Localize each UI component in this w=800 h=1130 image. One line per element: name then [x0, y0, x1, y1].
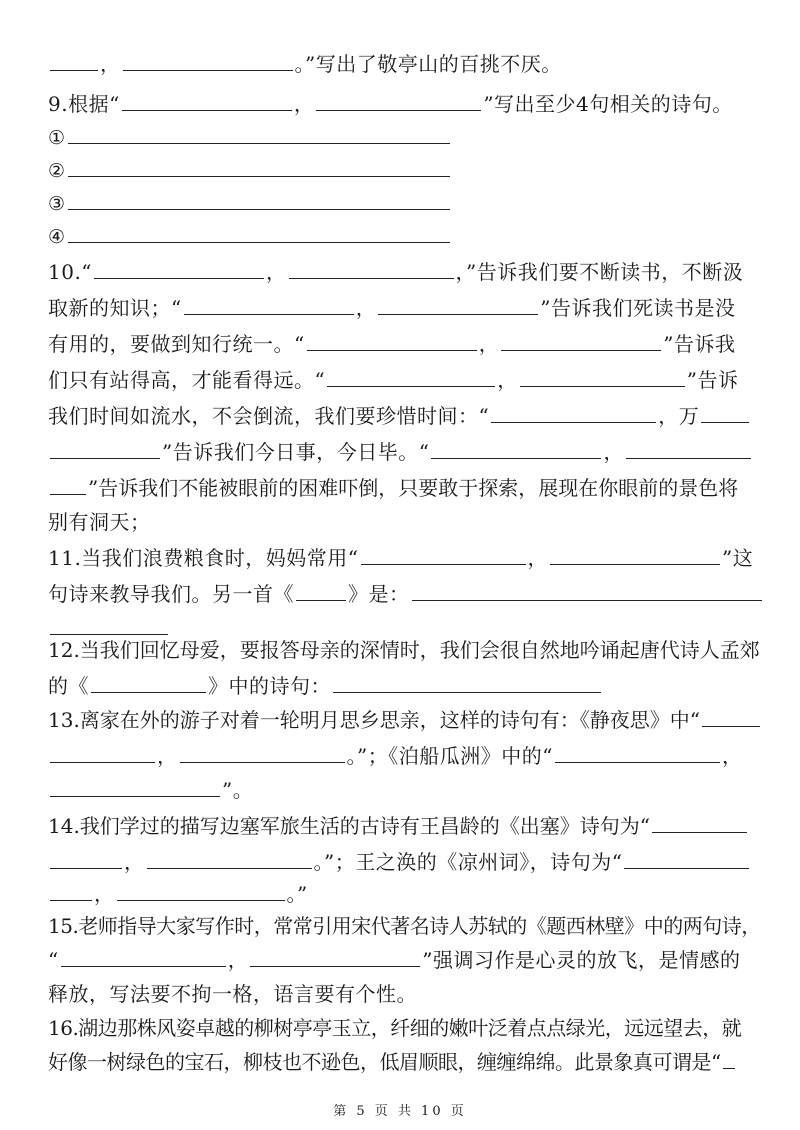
answer-blank[interactable]: [147, 850, 312, 869]
answer-blank[interactable]: [431, 440, 601, 459]
q13-sep: ，: [721, 744, 743, 768]
answer-blank[interactable]: [68, 125, 450, 144]
circle-3-marker: ③: [48, 193, 66, 215]
answer-blank[interactable]: [50, 616, 168, 635]
q10-text: ”告诉: [686, 368, 739, 392]
answer-blank[interactable]: [250, 948, 420, 967]
q14-line-2: [48, 848, 751, 876]
answer-blank[interactable]: [327, 368, 495, 387]
q11-line-1: [48, 544, 753, 572]
answer-blank[interactable]: [68, 224, 450, 243]
q13-sep: ，: [157, 744, 178, 768]
answer-blank[interactable]: [289, 260, 454, 279]
answer-blank[interactable]: [50, 476, 86, 495]
q10-line-6: [48, 438, 753, 466]
answer-blank[interactable]: [296, 582, 346, 601]
q10-sep: ，: [266, 260, 287, 284]
q10-line-4: [48, 366, 738, 394]
q15-line-2: [48, 946, 740, 974]
q14-text: 。”: [286, 882, 308, 906]
q9-line: [48, 90, 733, 118]
q15-line-1: [48, 912, 761, 940]
answer-blank[interactable]: [68, 158, 450, 177]
answer-blank[interactable]: [61, 948, 226, 967]
q10-text: 别有洞天；: [48, 510, 151, 534]
answer-blank[interactable]: [50, 882, 92, 901]
answer-blank[interactable]: [117, 882, 285, 901]
q14-sep: ，: [124, 850, 145, 874]
q8-tail: 。”写出了敬亭山的百挑不厌。: [294, 52, 562, 76]
q10-sep: ，: [603, 440, 624, 464]
answer-blank[interactable]: [626, 440, 751, 459]
q14-line-3: [48, 880, 308, 908]
q10-text: ，”告诉我们要不断读书，不断汲: [455, 260, 744, 284]
q10-line-8: [48, 508, 151, 536]
answer-blank[interactable]: [624, 850, 749, 869]
q15-text: ”强调习作是心灵的放飞，是情感的: [422, 948, 741, 972]
answer-blank[interactable]: [723, 1050, 735, 1069]
answer-blank[interactable]: [184, 296, 354, 315]
answer-blank[interactable]: [50, 744, 155, 763]
q11-sep: ，: [527, 546, 549, 570]
q13-text: 。”；《泊船瓜洲》中的“: [346, 744, 553, 768]
q10-text: 们只有站得高，才能看得远。“: [48, 368, 326, 392]
circle-4-marker: ④: [48, 226, 66, 248]
answer-blank[interactable]: [50, 778, 220, 797]
q13-line-2: [48, 742, 742, 770]
q15-text: “: [48, 948, 59, 972]
answer-blank[interactable]: [50, 440, 160, 459]
q14-text: 。”；王之涣的《凉州词》，诗句为“: [313, 850, 623, 874]
q10-line-1: [48, 258, 743, 286]
answer-blank[interactable]: [122, 92, 292, 111]
answer-blank[interactable]: [491, 404, 656, 423]
answer-blank[interactable]: [520, 368, 685, 387]
q11-text: 句诗来教导我们。另一首《: [48, 582, 294, 606]
answer-blank[interactable]: [333, 674, 601, 693]
q8-line: ， 。”写出了敬亭山的百挑不厌。: [48, 50, 562, 78]
q15-sep: ，: [227, 948, 249, 972]
q15-text: 15.老师指导大家写作时，常常引用宋代著名诗人苏轼的《题西林壁》中的两句诗，: [48, 914, 761, 938]
q11-text: 》是：: [348, 582, 410, 606]
q10-text: ”告诉我: [663, 332, 736, 356]
q16-line-1: [48, 1014, 741, 1042]
q12-text: 的《: [48, 674, 89, 698]
q14-line-1: [48, 812, 749, 840]
q10-text: 我们时间如流水，不会倒流，我们要珍惜时间：“: [48, 404, 490, 428]
q10-text: ”告诉我们死读书是没: [540, 296, 736, 320]
q10-text: ，万: [658, 404, 700, 428]
answer-blank[interactable]: [361, 546, 526, 565]
q9-prefix: 9.根据“: [48, 92, 120, 116]
q10-text: 有用的，要做到知行统一。“: [48, 332, 305, 356]
answer-blank[interactable]: [412, 582, 762, 601]
q16-line-2: [48, 1048, 737, 1076]
q9-sep: ，: [293, 92, 315, 116]
q11-text: ”这: [722, 546, 754, 570]
circle-2-marker: ②: [48, 160, 66, 182]
answer-blank[interactable]: [68, 191, 450, 210]
q14-sep: ，: [94, 882, 115, 906]
q11-line-2: [48, 580, 764, 608]
q12-line-1: [48, 636, 760, 664]
q9-suffix: ”写出至少4句相关的诗句。: [483, 92, 733, 116]
answer-blank[interactable]: [316, 92, 481, 111]
q12-text: 12.当我们回忆母爱，要报答母亲的深情时，我们会很自然地吟诵起唐代诗人孟郊: [48, 638, 760, 662]
q10-sep: ，: [497, 368, 518, 392]
answer-blank[interactable]: [378, 296, 538, 315]
q13-text: 13.离家在外的游子对着一轮明月思乡思亲，这样的诗句有：《静夜思》中“: [48, 708, 701, 732]
q9-answer-4: [48, 222, 452, 251]
q9-answer-3: [48, 189, 452, 218]
answer-blank[interactable]: [702, 708, 760, 727]
answer-blank[interactable]: [555, 744, 720, 763]
q10-text: 取新的知识；“: [48, 296, 182, 320]
q10-sep: ，: [478, 332, 500, 356]
q10-line-7: [48, 474, 738, 502]
q10-prefix: 10.“: [48, 260, 93, 284]
answer-blank[interactable]: [50, 52, 98, 71]
q10-line-2: [48, 294, 735, 322]
q15-text: 释放，写法要不拘一格，语言要有个性。: [48, 982, 417, 1006]
answer-blank[interactable]: [123, 52, 293, 71]
q10-line-3: [48, 330, 735, 358]
q10-line-5: [48, 402, 751, 430]
q10-sep: ，: [355, 296, 377, 320]
q11-text: 11.当我们浪费粮食时，妈妈常用“: [48, 546, 359, 570]
answer-blank[interactable]: [180, 744, 345, 763]
q9-answer-2: [48, 156, 452, 185]
q13-text: ”。: [222, 778, 254, 802]
q16-text: 好像一树绿色的宝石，柳枝也不逊色，低眉顺眼，缠缠绵绵。此景象真可谓是“: [48, 1050, 721, 1074]
answer-blank[interactable]: [50, 850, 122, 869]
q15-line-3: [48, 980, 417, 1008]
answer-blank[interactable]: [94, 260, 264, 279]
q9-answer-1: [48, 123, 452, 152]
q14-text: 14.我们学过的描写边塞军旅生活的古诗有王昌龄的《出塞》诗句为“: [48, 814, 651, 838]
q12-line-2: [48, 672, 603, 700]
q16-text: 16.湖边那株风姿卓越的柳树亭亭玉立，纤细的嫩叶泛着点点绿光，远远望去，就: [48, 1016, 742, 1040]
answer-blank[interactable]: [501, 332, 661, 351]
q13-line-1: [48, 706, 762, 734]
q12-text: 》中的诗句：: [208, 674, 331, 698]
circle-1-marker: ①: [48, 127, 66, 149]
answer-blank[interactable]: [701, 404, 749, 423]
q13-line-3: [48, 776, 253, 804]
page-number-footer: 第 5 页 共 10 页: [333, 1104, 467, 1119]
answer-blank[interactable]: [91, 674, 206, 693]
q10-text: ”告诉我们今日事，今日毕。“: [162, 440, 430, 464]
answer-blank[interactable]: [307, 332, 477, 351]
answer-blank[interactable]: [550, 546, 720, 565]
q10-text: ”告诉我们不能被眼前的困难吓倒，只要敢于探索，展现在你眼前的景色将: [88, 476, 739, 500]
answer-blank[interactable]: [652, 814, 747, 833]
